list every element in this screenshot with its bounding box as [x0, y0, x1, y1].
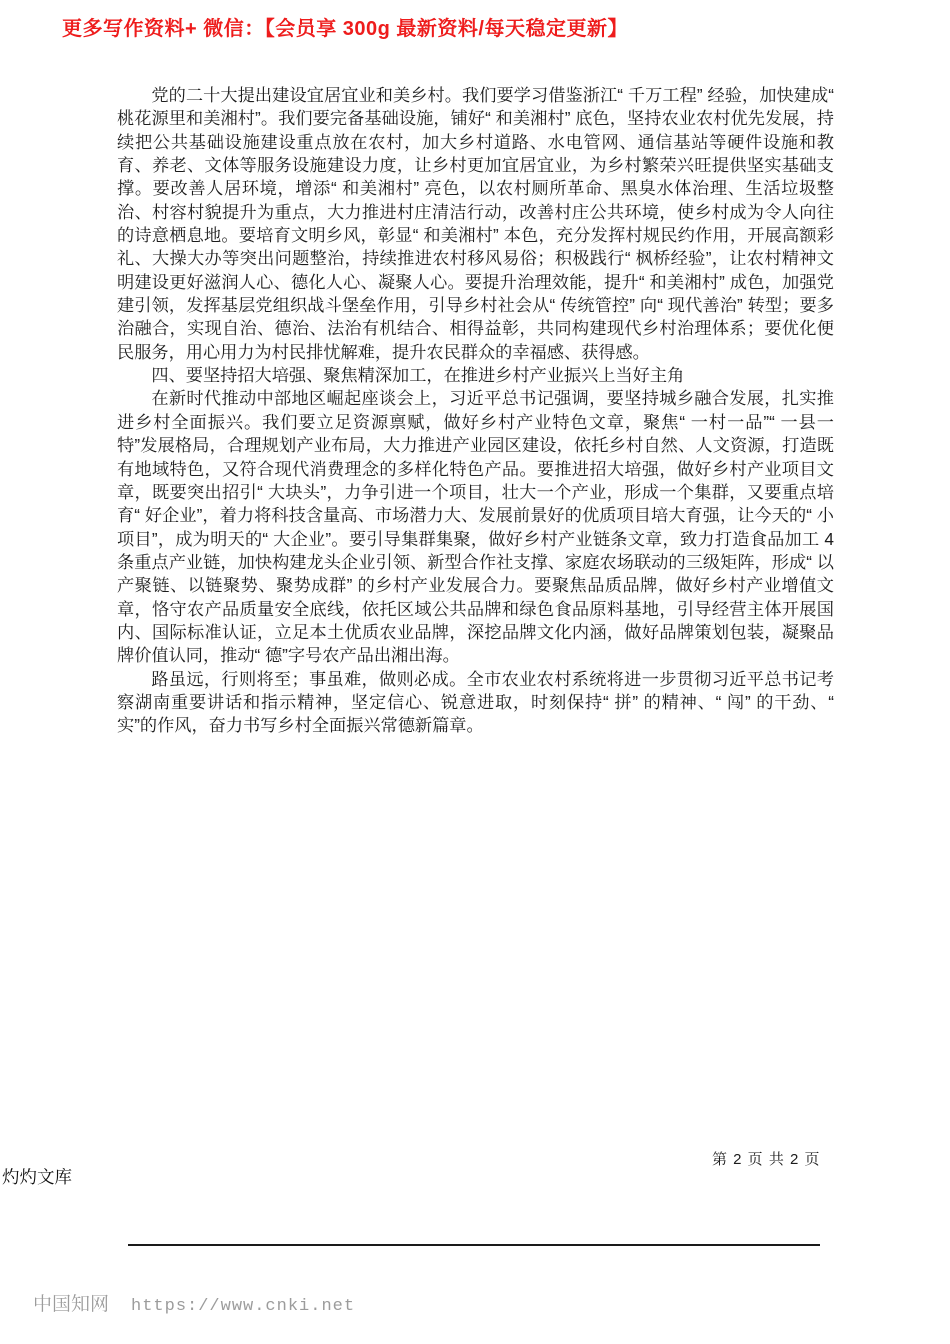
- promo-header-text: 更多写作资料+ 微信：【会员享 300g 最新资料/每天稳定更新】: [62, 18, 628, 40]
- cnki-watermark: [33, 1289, 355, 1316]
- document-page-content: [117, 84, 834, 738]
- library-watermark: 灼灼文库: [2, 1167, 72, 1187]
- section-heading-four: 四、要坚持招大培强、聚焦精深加工，在推进乡村产业振兴上当好主角: [151, 365, 685, 386]
- paragraph-industry-revitalization: 在新时代推动中部地区崛起座谈会上，习近平总书记强调，要坚持城乡融合发展，扎实推进乡村全面振兴。我们要立足资源禀赋，做好乡村产业特色文章，聚焦“ 一村一品”“ 一县一特”发展格局，合理规划产业布局，大力推进产业园区建设，依托乡村自然、人文资源，打造既有地域特色，又符合现代消费理念的多样化特色产品。要推进招大培强，做好乡村产业项目文章，既要突出招引“ 大块头”，力争引进一个项目，壮大一个产业，形成一个集群，又要重点培育“ 好企业”，着力将科技含量高、市场潜力大、发展前景好的优质项目培大育强，让今天的“ 小项目”，成为明天的“ 大企业”。要引导集群集聚，做好乡村产业链条文章，致力打造食品加工 4 条重点产业链，加快构建龙头企业引领、新型合作社支撑、家庭农场联动的三级矩阵，形成“ 以产聚链、以链聚势、聚势成群” 的乡村产业发展合力。要聚焦品质品牌，做好乡村产业增值文章，恪守农产品质量安全底线，依托区域公共品牌和绿色食品原料基地，引导经营主体开展国内、国际标准认证，立足本土优质农业品牌，深挖品牌文化内涵，做好品牌策划包装，凝聚品牌价值认同，推动“ 德”字号农产品出湘出海。: [117, 388, 834, 666]
- page-number-indicator: 第 2 页 共 2 页: [712, 1151, 821, 1168]
- paragraph-closing: 路虽远，行则将至；事虽难，做则必成。全市农业农村系统将进一步贯彻习近平总书记考察湖南重要讲话和指示精神，坚定信心、锐意进取，时刻保持“ 拼” 的精神、“ 闯” 的干劲、“ 实”的作风，奋力书写乡村全面振兴常德新篇章。: [117, 668, 834, 736]
- paragraph-rural-construction: 党的二十大提出建设宜居宜业和美乡村。我们要学习借鉴浙江“ 千万工程” 经验，加快建成“ 桃花源里和美湘村”。我们要完备基础设施，铺好“ 和美湘村” 底色，坚持农业农村优先发展，持续把公共基础设施建设重点放在农村，加大乡村道路、水电管网、通信基站等硬件设施和教育、养老、文体等服务设施建设力度，让乡村更加宜居宜业，为乡村繁荣兴旺提供坚实基础支撑。要改善人居环境，增添“ 和美湘村” 亮色，以农村厕所革命、黑臭水体治理、生活垃圾整治、村容村貌提升为重点，大力推进村庄清洁行动，改善村庄公共环境，使乡村成为令人向往的诗意栖息地。要培育文明乡风，彰显“ 和美湘村” 本色，充分发挥村规民约作用，开展高额彩礼、大操大办等突出问题整治，持续推进农村移风易俗；积极践行“ 枫桥经验”，让农村精神文明建设更好滋润人心、德化人心、凝聚人心。要提升治理效能，提升“ 和美湘村” 成色，加强党建引领，发挥基层党组织战斗堡垒作用，引导乡村社会从“ 传统管控” 向“ 现代善治” 转型；要多治融合，实现自治、德治、法治有机结合、相得益彰，共同构建现代乡村治理体系；要优化便民服务，用心用力为村民排忧解难，提升农民群众的幸福感、获得感。: [117, 85, 834, 362]
- footer-divider-line: [128, 1244, 820, 1246]
- cnki-site-url: https://www.cnki.net: [131, 1297, 356, 1316]
- cnki-site-name: 中国知网: [33, 1294, 110, 1315]
